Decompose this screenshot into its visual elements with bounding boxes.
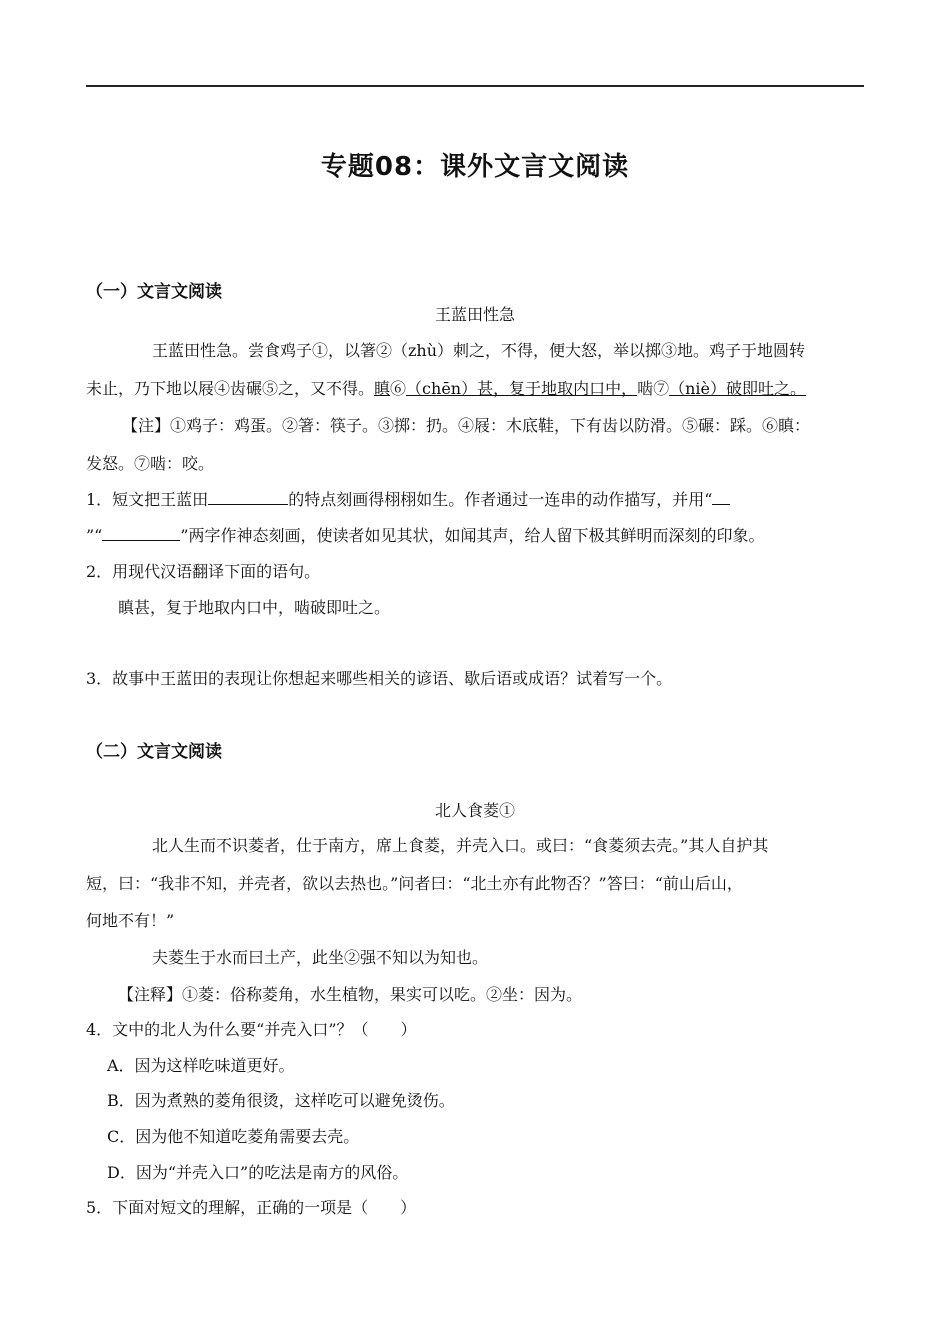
page-title: 专题08：课外文言文阅读 <box>320 152 630 182</box>
passage-1-line-2: 未止，乃下地以屐④齿碾⑤之，又不得。瞋⑥（chēn）甚，复于地取内口中，啮⑦（niè）破即吐之。 <box>86 379 807 398</box>
section-2-heading: （二）文言文阅读 <box>86 742 222 762</box>
option-d[interactable]: D．因为“并壳入口”的吃法是南方的风俗。 <box>107 1163 409 1182</box>
option-b[interactable]: B．因为煮熟的菱角很烫，这样吃可以避免烫伤。 <box>107 1091 455 1110</box>
answer-blank-3[interactable] <box>102 526 180 541</box>
note-1-line-2: 发怒。⑦啮：咬。 <box>86 454 215 473</box>
passage-2-title: 北人食菱① <box>434 801 515 820</box>
answer-blank-1[interactable] <box>208 490 288 505</box>
question-2-sentence: 瞋甚，复于地取内口中，啮破即吐之。 <box>118 598 391 617</box>
question-4: 4．文中的北人为什么要“并壳入口”？（ ） <box>86 1020 417 1039</box>
note-2-label: 【注释】 <box>118 985 183 1004</box>
option-c[interactable]: C．因为他不知道吃菱角需要去壳。 <box>107 1127 360 1146</box>
question-2: 2．用现代汉语翻译下面的语句。 <box>86 562 321 581</box>
question-1-line-2: ”“ ”两字作神态刻画，使读者如见其状，如闻其声，给人留下极其鲜明而深刻的印象。 <box>86 526 765 545</box>
passage-1-title: 王蓝田性急 <box>434 305 515 324</box>
passage-2-line-1: 北人生而不识菱者，仕于南方，席上食菱，并壳入口。或曰：“食菱须去壳。”其人自护其 <box>152 836 769 855</box>
note-2: 【注释】①菱：俗称菱角，水生植物，果实可以吃。②坐：因为。 <box>118 985 583 1004</box>
passage-2-line-3: 何地不有！” <box>86 911 175 930</box>
option-a[interactable]: A．因为这样吃味道更好。 <box>107 1056 295 1075</box>
note-1-line-1: 【注】①鸡子：鸡蛋。②箸：筷子。③掷：扔。④屐：木底鞋，下有齿以防滑。⑤碾：踩。⑥瞋： <box>122 416 811 435</box>
passage-2-paragraph-2: 夫菱生于水而曰土产，此坐②强不知以为知也。 <box>152 948 489 967</box>
passage-2-line-2: 短，曰：“我非不知，并壳者，欲以去热也。”问者曰：“北土亦有此物否？”答曰：“前山后山， <box>86 874 743 893</box>
passage-1-line-1: 王蓝田性急。尝食鸡子①，以箸②（zhù）刺之，不得，便大怒，举以掷③地。鸡子于地圆转 <box>152 341 806 360</box>
section-1-heading: （一）文言文阅读 <box>86 282 222 302</box>
question-1-line-1: 1．短文把王蓝田 的特点刻画得栩栩如生。作者通过一连串的动作描写，并用“ <box>86 487 730 510</box>
answer-blank-2[interactable] <box>712 490 730 505</box>
header-rule <box>86 85 864 87</box>
question-3: 3．故事中王蓝田的表现让你想起来哪些相关的谚语、歇后语或成语？试着写一个。 <box>86 669 673 688</box>
question-5: 5．下面对短文的理解，正确的一项是（ ） <box>86 1198 417 1217</box>
note-label: 【注】 <box>122 416 171 435</box>
